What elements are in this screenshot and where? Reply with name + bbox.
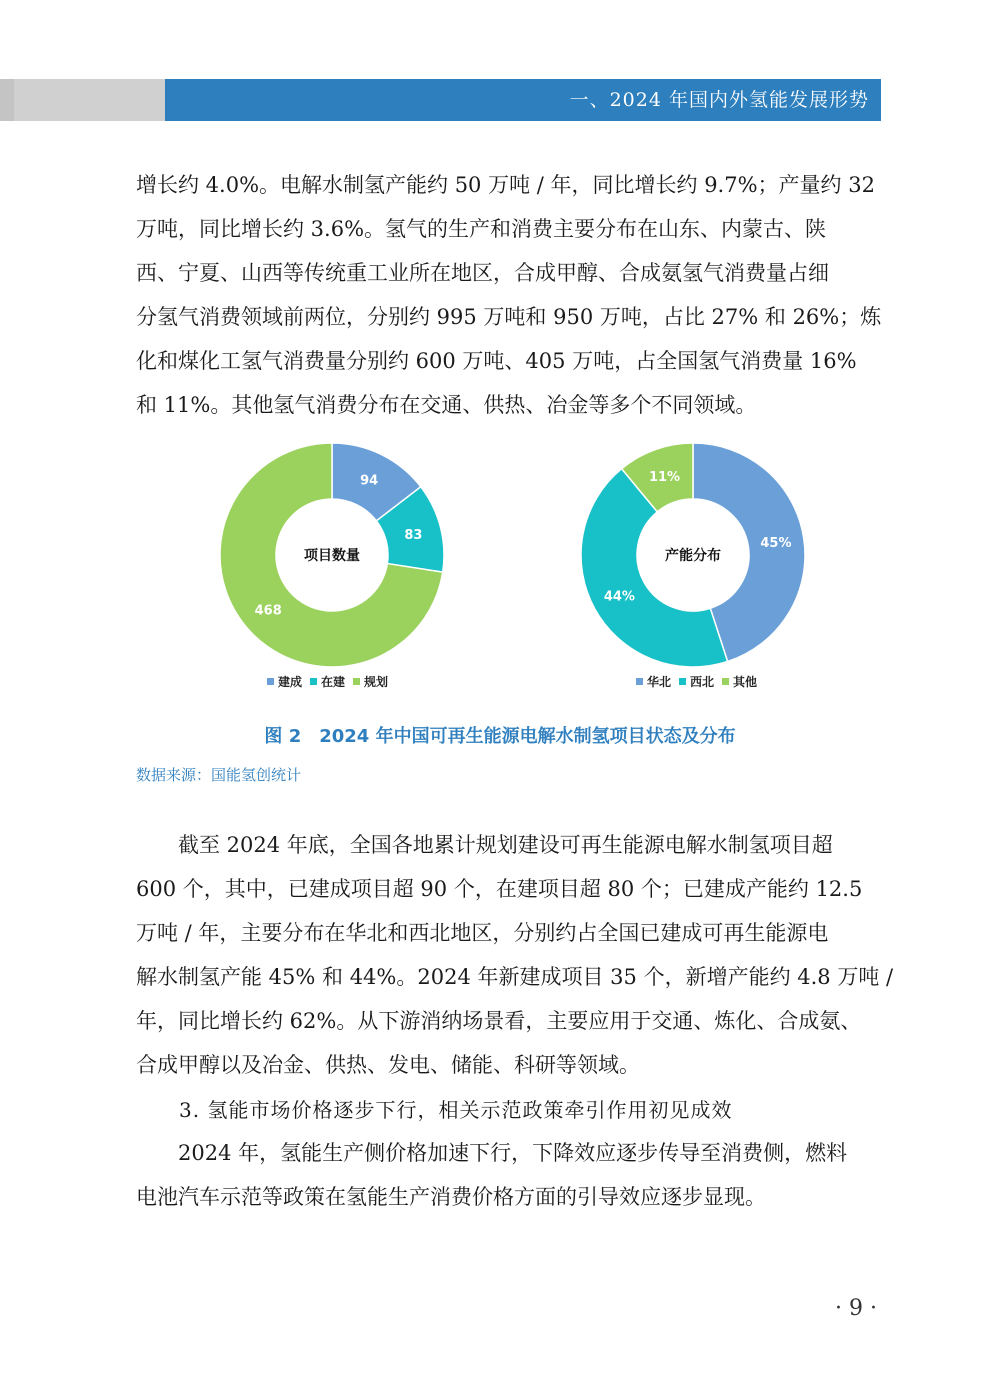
- header-gray-block: [0, 79, 165, 121]
- paragraph-line: 万吨 / 年，主要分布在华北和西北地区，分别约占全国已建成可再生能源电: [136, 921, 829, 945]
- paragraph-line: 化和煤化工氢气消费量分别约 600 万吨、405 万吨，占全国氢气消费量 16%: [136, 349, 857, 373]
- paragraph-line: 年，同比增长约 62%。从下游消纳场景看，主要应用于交通、炼化、合成氨、: [136, 1009, 862, 1033]
- figure-source: 数据来源：国能氢创统计: [136, 766, 302, 784]
- paragraph-line: 分氢气消费领域前两位，分别约 995 万吨和 950 万吨，占比 27% 和 26%；炼: [136, 305, 882, 329]
- paragraph-line: 2024 年，氢能生产侧价格加速下行，下降效应逐步传导至消费侧，燃料: [136, 1141, 848, 1165]
- paragraph-line: 电池汽车示范等政策在氢能生产消费价格方面的引导效应逐步显现。: [136, 1185, 766, 1209]
- header-bar: [165, 79, 881, 121]
- data-label: 11%: [648, 469, 681, 485]
- chart-center-title: 项目数量: [304, 548, 360, 564]
- page-number: · 9 ·: [835, 1296, 877, 1321]
- paragraph-line: 600 个，其中，已建成项目超 90 个，在建项目超 80 个；已建成产能约 12.5: [136, 877, 863, 901]
- legend-label: 西北: [690, 675, 715, 689]
- paragraph-3: [136, 1131, 880, 1219]
- legend-swatch: [353, 678, 360, 685]
- legend-swatch: [722, 678, 729, 685]
- paragraph-line: 万吨，同比增长约 3.6%。氢气的生产和消费主要分布在山东、内蒙古、陕: [136, 217, 827, 241]
- legend-label: 华北: [647, 675, 672, 689]
- legend-label: 规划: [364, 675, 389, 689]
- legend-item: [353, 673, 388, 690]
- data-label: 94: [360, 473, 379, 489]
- legend-item: [722, 673, 757, 690]
- legend-project-count: [267, 673, 388, 690]
- legend-label: 在建: [321, 675, 346, 689]
- figure-caption: 图 2 2024 年中国可再生能源电解水制氢项目状态及分布: [264, 726, 736, 747]
- paragraph-line: 解水制氢产能 45% 和 44%。2024 年新建成项目 35 个，新增产能约 4.8 万吨 /: [136, 965, 894, 989]
- header-gray-edge: [0, 79, 14, 121]
- legend-swatch: [679, 678, 686, 685]
- legend-item: [267, 673, 302, 690]
- legend-label: 建成: [278, 675, 303, 689]
- paragraph-2: [136, 823, 894, 1087]
- header-title: 一、2024 年国内外氢能发展形势: [569, 89, 869, 111]
- paragraph-line: 合成甲醇以及冶金、供热、发电、储能、科研等领域。: [136, 1053, 640, 1077]
- legend-item: [679, 673, 714, 690]
- paragraph-1: [136, 163, 880, 427]
- paragraph-line: 截至 2024 年底，全国各地累计规划建设可再生能源电解水制氢项目超: [136, 833, 833, 857]
- chart-center-title: 产能分布: [665, 548, 721, 564]
- legend-capacity: [636, 673, 757, 690]
- section-heading: 3. 氢能市场价格逐步下行，相关示范政策牵引作用初见成效: [179, 1098, 733, 1122]
- legend-item: [310, 673, 345, 690]
- donut-chart-capacity: [573, 435, 813, 675]
- legend-swatch: [310, 678, 317, 685]
- legend-swatch: [636, 678, 643, 685]
- data-label: 44%: [603, 589, 635, 605]
- paragraph-line: 和 11%。其他氢气消费分布在交通、供热、冶金等多个不同领域。: [136, 393, 757, 417]
- legend-label: 其他: [733, 675, 758, 689]
- data-label: 468: [254, 603, 282, 619]
- donut-chart-project-count: [212, 435, 452, 675]
- data-label: 83: [404, 528, 423, 544]
- paragraph-line: 西、宁夏、山西等传统重工业所在地区，合成甲醇、合成氨氢气消费量占细: [136, 261, 829, 285]
- legend-swatch: [267, 678, 274, 685]
- legend-item: [636, 673, 671, 690]
- paragraph-line: 增长约 4.0%。电解水制氢产能约 50 万吨 / 年，同比增长约 9.7%；产量约 32: [136, 173, 875, 197]
- data-label: 45%: [760, 535, 792, 551]
